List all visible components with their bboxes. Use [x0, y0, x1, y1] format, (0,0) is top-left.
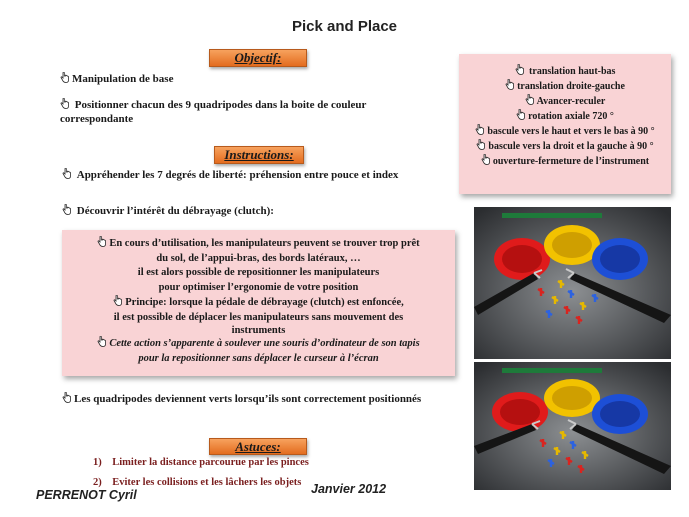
clutch-line: En cours d’utilisation, les manipulateurs peuvent se trouver trop prêt: [62, 236, 455, 252]
hand-pointer-icon: [515, 64, 525, 75]
simulator-scene: [474, 362, 671, 490]
simulator-screenshot-2: [474, 362, 671, 490]
clutch-line: instruments: [231, 325, 286, 336]
objectif-item-1: Manipulation de base: [60, 72, 450, 86]
degree-item: rotation axiale 720 °: [459, 109, 671, 124]
astuce-item-2: 2) Eviter les collisions et les lâchers les objets: [93, 477, 302, 488]
clutch-explanation-box: [62, 230, 455, 376]
clutch-line: pour optimiser l’ergonomie de votre position: [158, 281, 359, 293]
clutch-line: Cette action s’apparente à soulever une souris d’ordinateur de son tapis: [62, 336, 455, 352]
hand-pointer-icon: [62, 392, 72, 403]
simulator-status-bar: [502, 368, 602, 373]
hand-pointer-icon: [475, 124, 485, 135]
astuces-heading: Astuces:: [209, 438, 307, 455]
hand-pointer-icon: [481, 154, 491, 165]
instruction-item-2: Découvrir l’intérêt du débrayage (clutch):: [62, 204, 462, 218]
hand-pointer-icon: [62, 204, 72, 215]
degree-item: translation droite-gauche: [459, 79, 671, 94]
page-title: Pick and Place: [291, 18, 398, 35]
clutch-line: il est possible de déplacer les manipulateurs sans mouvement des: [113, 311, 404, 323]
hand-pointer-icon: [60, 98, 70, 109]
degree-item: ouverture-fermeture de l’instrument: [459, 154, 671, 169]
simulator-scene: [474, 207, 671, 359]
hand-pointer-icon: [62, 168, 72, 179]
clutch-line: pour la repositionner sans déplacer le curseur à l’écran: [138, 352, 379, 364]
degree-item: bascule vers la droit et la gauche à 90 °: [459, 139, 671, 154]
hand-pointer-icon: [97, 236, 107, 247]
hand-pointer-icon: [505, 79, 515, 90]
result-statement: Les quadripodes deviennent verts lorsqu’ils sont correctement positionnés: [62, 392, 458, 406]
instruction-item-1: Appréhender les 7 degrés de liberté: préhension entre pouce et index: [62, 168, 462, 182]
simulator-screenshot-1: [474, 207, 671, 359]
degrees-of-freedom-box: [459, 54, 671, 194]
degree-item: bascule vers le haut et vers le bas à 90 °: [459, 124, 671, 139]
hand-pointer-icon: [97, 336, 107, 347]
astuce-item-1: 1) Limiter la distance parcourue par les pinces: [93, 457, 309, 468]
simulator-status-bar: [502, 213, 602, 218]
instructions-heading: Instructions:: [214, 146, 304, 164]
degree-item: Avancer-reculer: [459, 94, 671, 109]
clutch-line: il est alors possible de repositionner les manipulateurs: [137, 267, 380, 278]
footer-date: Janvier 2012: [311, 482, 387, 496]
clutch-line: du sol, de l’appui-bras, des bords latéraux, …: [156, 252, 361, 264]
hand-pointer-icon: [476, 139, 486, 150]
objectif-heading: Objectif:: [209, 49, 307, 67]
objectif-item-2: Positionner chacun des 9 quadripodes dans la boite de couleur correspondante: [60, 99, 367, 125]
hand-pointer-icon: [525, 94, 535, 105]
hand-pointer-icon: [113, 295, 123, 306]
degree-item: translation haut-bas: [459, 64, 671, 79]
hand-pointer-icon: [516, 109, 526, 120]
footer-author: PERRENOT Cyril: [36, 488, 137, 502]
hand-pointer-icon: [60, 72, 70, 83]
clutch-line: Principe: lorsque la pédale de débrayage (clutch) est enfoncée,: [62, 295, 455, 311]
